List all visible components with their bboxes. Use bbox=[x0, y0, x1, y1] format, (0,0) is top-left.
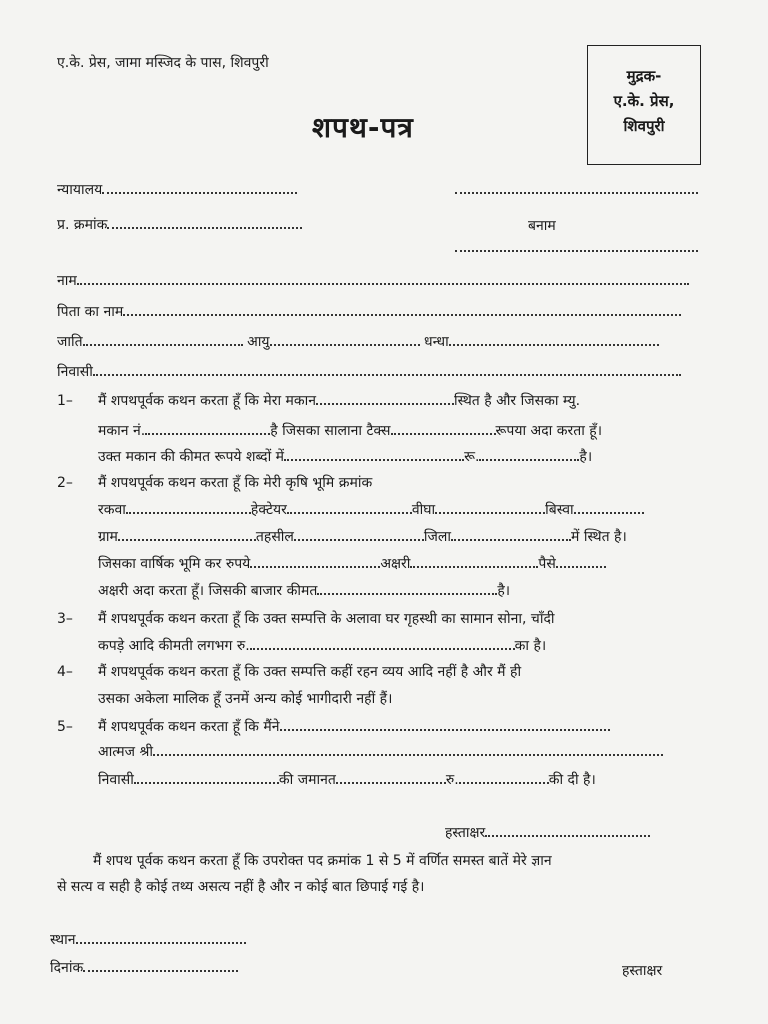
press-address: ए.के. प्रेस, जामा मस्जिद के पास, शिवपुरी bbox=[57, 55, 269, 71]
clause-5-number: 5– bbox=[57, 719, 73, 735]
caste-field[interactable] bbox=[83, 332, 243, 346]
household-value-field[interactable] bbox=[250, 636, 515, 650]
age-label: आयु bbox=[247, 334, 270, 350]
clause-1-text-f: उक्त मकान की कीमत रूपये शब्दों में bbox=[98, 449, 285, 465]
clause-5-line-2 bbox=[98, 742, 663, 761]
name-row bbox=[57, 271, 689, 290]
house-value-words-field[interactable] bbox=[284, 447, 464, 461]
name-label: नाम bbox=[57, 273, 77, 289]
signature-row bbox=[445, 823, 650, 842]
clause-5-text-f: की दी है। bbox=[548, 772, 596, 788]
occupation-field[interactable] bbox=[449, 332, 659, 346]
clause-2-line-2 bbox=[98, 500, 644, 519]
hectare-field[interactable] bbox=[287, 500, 412, 514]
resident-label: निवासी bbox=[57, 364, 93, 380]
surety-resident-field[interactable] bbox=[134, 770, 279, 784]
area-field[interactable] bbox=[126, 500, 251, 514]
market-value-field[interactable] bbox=[317, 581, 497, 595]
case-no-row bbox=[57, 215, 302, 234]
versus-label: बनाम bbox=[528, 218, 556, 234]
house-value-field[interactable] bbox=[479, 447, 579, 461]
clause-5-line-1 bbox=[98, 717, 610, 736]
defendant-field[interactable] bbox=[455, 238, 698, 252]
clause-2-text-i: जिसका वार्षिक भूमि कर रुपये bbox=[98, 556, 251, 572]
clause-4-line-1: मैं शपथपूर्वक कथन करता हूँ कि उक्त सम्पत्ति कहीं रहन व्यय आदि नहीं है और मैं ही bbox=[98, 664, 522, 680]
printer-stamp bbox=[587, 45, 701, 165]
place-label: स्थान bbox=[50, 932, 76, 948]
annual-tax-field[interactable] bbox=[391, 421, 496, 435]
declaration-line-2: से सत्य व सही है कोई तथ्य असत्य नहीं है और न कोई बात छिपाई गई है। bbox=[57, 879, 425, 895]
clause-3-text-b: का है। bbox=[514, 638, 547, 654]
house-location-field[interactable] bbox=[316, 391, 454, 405]
clause-1-text-h: है। bbox=[579, 449, 593, 465]
clause-2-text-f: तहसील bbox=[255, 529, 294, 545]
clause-1-text-e: रूपया अदा करता हूँ। bbox=[495, 423, 603, 439]
clause-3-line-1: मैं शपथपूर्वक कथन करता हूँ कि उक्त सम्पत्ति के अलावा घर गृहस्थी का सामान सोना, चाँदी bbox=[98, 611, 555, 627]
son-of-field[interactable] bbox=[153, 742, 663, 756]
clause-1-line-2 bbox=[98, 421, 602, 440]
clause-5-text-c: निवासी bbox=[98, 772, 134, 788]
clause-5-text-e: रु. bbox=[445, 772, 459, 788]
clause-1-line-3 bbox=[98, 447, 592, 466]
court-row bbox=[57, 180, 297, 199]
father-row bbox=[57, 302, 681, 321]
father-field[interactable] bbox=[123, 302, 681, 316]
clause-2-text-a: रकवा bbox=[98, 502, 126, 518]
page-title: शपथ-पत्र bbox=[312, 111, 414, 144]
age-field[interactable] bbox=[270, 332, 420, 346]
clause-1-text-g: रू. bbox=[464, 449, 480, 465]
bigha-field[interactable] bbox=[435, 500, 545, 514]
tehsil-field[interactable] bbox=[294, 527, 424, 541]
stamp-line-1: मुद्रक- bbox=[626, 67, 662, 85]
clause-3-number: 3– bbox=[57, 611, 73, 627]
clause-2-text-c: वीघा bbox=[411, 502, 436, 518]
court-field[interactable] bbox=[102, 180, 297, 194]
clause-2-text-h: में स्थित है। bbox=[571, 529, 627, 545]
district-field[interactable] bbox=[451, 527, 571, 541]
paise-field[interactable] bbox=[556, 554, 606, 568]
clause-1-line-1 bbox=[98, 391, 580, 410]
clause-1-text-c: मकान नं. bbox=[98, 423, 146, 439]
case-no-label: प्र. क्रमांक bbox=[57, 217, 108, 233]
clause-3-text-a: कपड़े आदि कीमती लगभग रु. bbox=[98, 638, 250, 654]
clause-2-line-3 bbox=[98, 527, 627, 546]
clause-2-text-k: पैसे bbox=[538, 556, 556, 572]
land-tax-words-field[interactable] bbox=[410, 554, 538, 568]
clause-3-line-2 bbox=[98, 636, 546, 655]
signature-label: हस्ताक्षर bbox=[445, 825, 486, 841]
resident-field[interactable] bbox=[93, 362, 681, 376]
signature-field[interactable] bbox=[485, 823, 650, 837]
clause-4-line-2: उसका अकेला मालिक हूँ उनमें अन्य कोई भागीदारी नहीं हैं। bbox=[98, 691, 393, 707]
clause-5-line-3 bbox=[98, 770, 596, 789]
plaintiff-field[interactable] bbox=[455, 180, 698, 194]
occupation-label: धन्धा bbox=[423, 334, 449, 350]
clause-1-text-a: मैं शपथपूर्वक कथन करता हूँ कि मेरा मकान bbox=[98, 393, 317, 409]
declaration-line-1: मैं शपथ पूर्वक कथन करता हूँ कि उपरोक्त पद क्रमांक 1 से 5 में वर्णित समस्त बातें मेरे ज्ञान bbox=[93, 853, 552, 869]
clause-2-line-4 bbox=[98, 554, 606, 573]
clause-2-text-b: हेक्टेयर bbox=[250, 502, 287, 518]
clause-1-text-d: है जिसका सालाना टैक्स bbox=[270, 423, 391, 439]
clause-2-line-5 bbox=[98, 581, 510, 600]
clause-2-number: 2– bbox=[57, 475, 73, 491]
biswa-field[interactable] bbox=[574, 500, 644, 514]
bail-amount-field[interactable] bbox=[459, 770, 549, 784]
father-label: पिता का नाम bbox=[57, 304, 124, 320]
bail-case-field[interactable] bbox=[336, 770, 446, 784]
case-no-field[interactable] bbox=[107, 215, 302, 229]
caste-label: जाति bbox=[57, 334, 83, 350]
clause-2-line-1: मैं शपथपूर्वक कथन करता हूँ कि मेरी कृषि भूमि क्रमांक bbox=[98, 475, 373, 491]
clause-4-number: 4– bbox=[57, 664, 73, 680]
clause-2-text-l: अक्षरी अदा करता हूँ। जिसकी बाजार कीमत bbox=[98, 583, 318, 599]
clause-5-text-a: मैं शपथपूर्वक कथन करता हूँ कि मैंने bbox=[98, 719, 280, 735]
name-field[interactable] bbox=[77, 271, 689, 285]
date-field[interactable] bbox=[83, 958, 238, 972]
stamp-line-2: ए.के. प्रेस, bbox=[613, 92, 675, 110]
caste-row bbox=[57, 332, 659, 351]
clause-2-text-g: जिला bbox=[423, 529, 452, 545]
place-row bbox=[50, 930, 246, 949]
stamp-line-3: शिवपुरी bbox=[623, 117, 665, 135]
place-field[interactable] bbox=[76, 930, 246, 944]
surety-person-field[interactable] bbox=[280, 717, 610, 731]
court-label: न्यायालय bbox=[57, 182, 103, 198]
clause-1-number: 1– bbox=[57, 393, 73, 409]
land-tax-field[interactable] bbox=[250, 554, 380, 568]
clause-2-text-d: बिस्वा bbox=[545, 502, 574, 518]
resident-row bbox=[57, 362, 681, 381]
clause-5-text-b: आत्मज श्री bbox=[98, 744, 153, 760]
footer-signature-label: हस्ताक्षर bbox=[622, 963, 663, 979]
date-row bbox=[50, 958, 238, 977]
clause-2-text-e: ग्राम bbox=[98, 529, 118, 545]
clause-5-text-d: की जमानत bbox=[278, 772, 336, 788]
date-label: दिनांक bbox=[50, 960, 84, 976]
clause-2-text-j: अक्षरी bbox=[380, 556, 411, 572]
clause-2-text-m: है। bbox=[497, 583, 511, 599]
clause-1-text-b: स्थित है और जिसका म्यु. bbox=[454, 393, 581, 409]
village-field[interactable] bbox=[118, 527, 256, 541]
house-number-field[interactable] bbox=[145, 421, 270, 435]
